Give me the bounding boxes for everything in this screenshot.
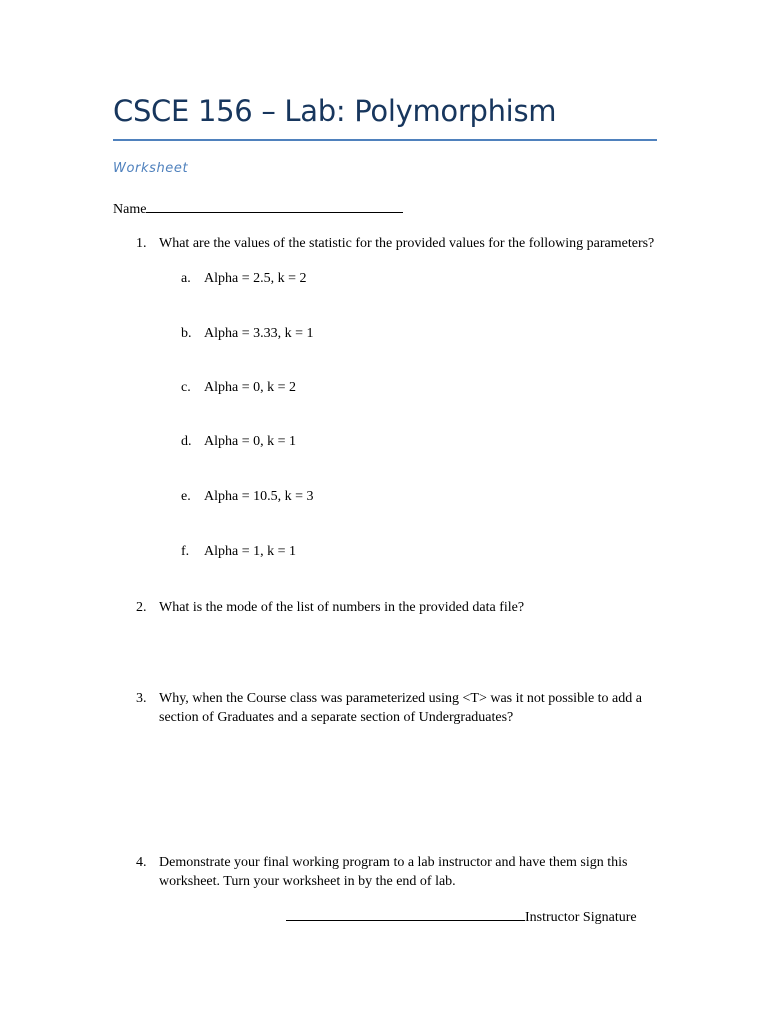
subitem-text: Alpha = 10.5, k = 3 [204, 489, 314, 504]
subitem-text: Alpha = 1, k = 1 [204, 544, 297, 559]
page-title: CSCE 156 – Lab: Polymorphism [113, 94, 557, 128]
subitem-b [181, 326, 314, 342]
question-4 [136, 853, 661, 891]
subitem-letter: f. [181, 544, 190, 559]
subitem-text: Alpha = 0, k = 1 [204, 434, 297, 449]
subitem-a [181, 271, 307, 287]
question-3 [136, 689, 661, 727]
instructor-signature-field [286, 907, 637, 926]
title-underline [113, 139, 657, 141]
subitem-text: Alpha = 0, k = 2 [204, 380, 297, 395]
question-2 [136, 598, 661, 617]
question-text: Demonstrate your final working program to a lab instructor and have them sign this worksheet. Turn your worksheet in by the end of lab. [159, 855, 628, 889]
subitem-c [181, 380, 296, 396]
name-label: Name [113, 202, 147, 217]
signature-blank-line[interactable] [286, 907, 525, 921]
question-number: 1. [136, 236, 147, 251]
question-text: What is the mode of the list of numbers in the provided data file? [159, 600, 525, 615]
subitem-letter: e. [181, 489, 191, 504]
subitem-letter: a. [181, 271, 191, 286]
name-field [113, 199, 403, 218]
subitem-f [181, 544, 296, 560]
page-subtitle: Worksheet [113, 161, 189, 176]
question-1 [136, 234, 661, 253]
subitem-letter: c. [181, 380, 191, 395]
question-number: 4. [136, 855, 147, 870]
question-text: What are the values of the statistic for the provided values for the following parameters? [159, 236, 655, 251]
name-blank-line[interactable] [146, 199, 403, 213]
subitem-letter: b. [181, 326, 192, 341]
subitem-text: Alpha = 3.33, k = 1 [204, 326, 314, 341]
subitem-e [181, 489, 314, 505]
signature-label: Instructor Signature [525, 910, 637, 925]
subitem-d [181, 434, 296, 450]
question-text: Why, when the Course class was parameterized using <T> was it not possible to add a section of Graduates and a separate section of Undergraduates? [159, 691, 642, 725]
question-number: 2. [136, 600, 147, 615]
subitem-text: Alpha = 2.5, k = 2 [204, 271, 307, 286]
question-number: 3. [136, 691, 147, 706]
subitem-letter: d. [181, 434, 192, 449]
